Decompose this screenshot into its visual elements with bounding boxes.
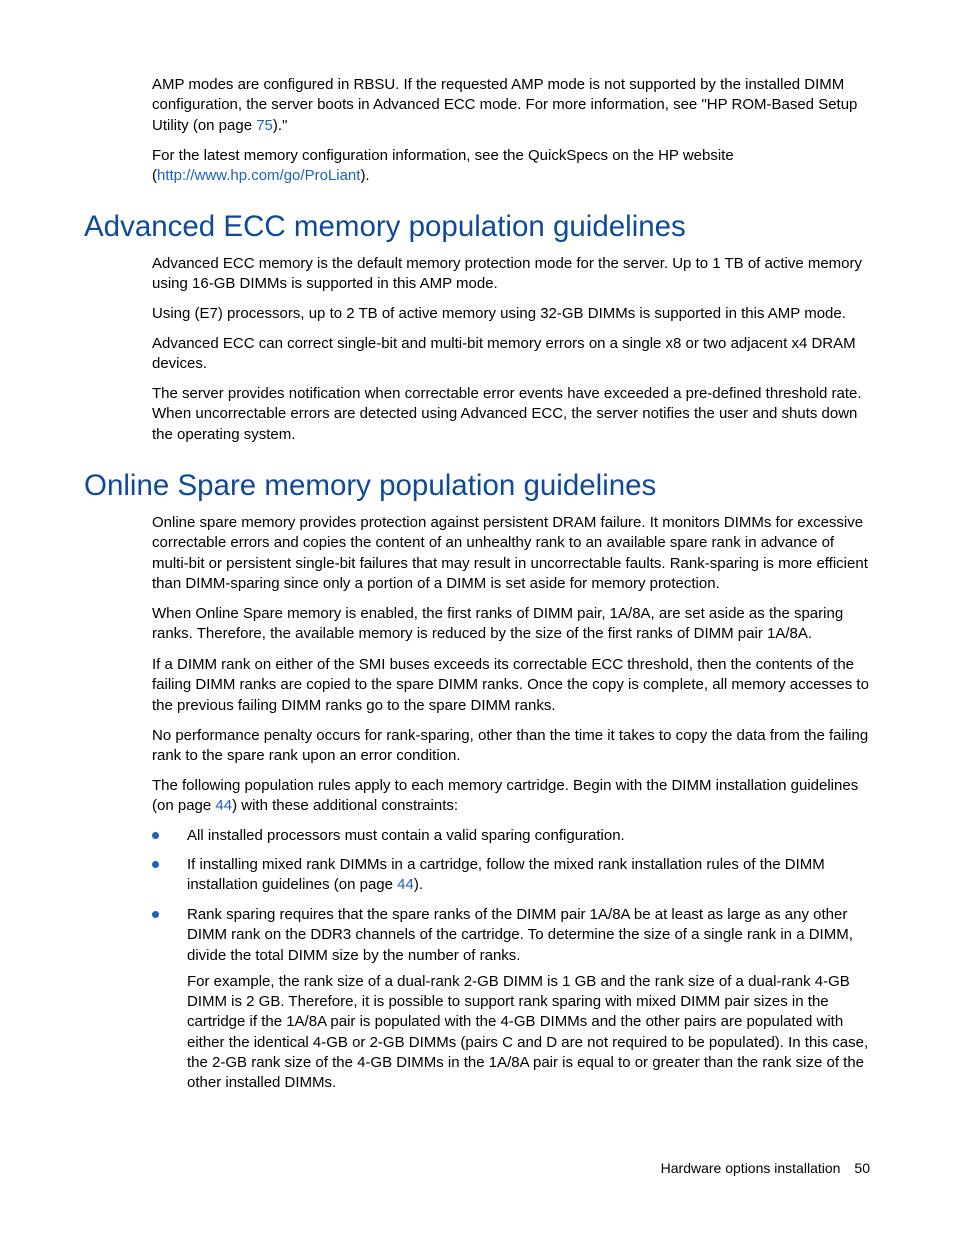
bullet-icon bbox=[152, 861, 159, 868]
constraints-text: The following population rules apply to each memory cartridge. Begin with the DIMM installation guidelines (on page bbox=[152, 777, 859, 815]
ecc-paragraph-2: Using (E7) processors, up to 2 TB of active memory using 32-GB DIMMs is supported in this AMP mode. bbox=[152, 305, 846, 322]
page-44-link-2[interactable]: 44 bbox=[397, 876, 414, 894]
bullet-example-text: For example, the rank size of a dual-rank 2-GB DIMM is 1 GB and the rank size of a dual-rank 4-GB DIMM is 2 GB. Therefore, it is possible to support rank sparing with mixed DIMM pair sizes in the cartridge if the 1A/8A pair is populated with the 4-GB DIMMs and the other pairs are populated with either the identical 4-GB or 2-GB DIMMs (pairs C and D are not required to be populated). In this case, the 2-GB rank size of the 4-GB DIMMs in the 1A/8A pair is equal to or greater than the rank size of the other installed DIMMs. bbox=[187, 972, 869, 1092]
page-number: 50 bbox=[854, 1160, 870, 1176]
intro-text-end: )." bbox=[272, 116, 288, 134]
page-75-link[interactable]: 75 bbox=[256, 116, 273, 134]
page-footer bbox=[661, 1158, 870, 1178]
bullet-text: Rank sparing requires that the spare ranks of the DIMM pair 1A/8A be at least as large as any other DIMM rank on the DDR3 channels of the cartridge. To determine the size of a single rank in a DIMM, divide the total DIMM size by the number of ranks. bbox=[187, 906, 853, 964]
bullet-item-rank-sparing bbox=[152, 905, 872, 1094]
bullet-text-end: ). bbox=[413, 876, 424, 894]
hp-proliant-link[interactable]: http://www.hp.com/go/ProLiant bbox=[157, 167, 361, 185]
bullet-text bbox=[187, 855, 872, 896]
spare-paragraph-5 bbox=[152, 776, 872, 817]
ecc-paragraph-3: Advanced ECC can correct single-bit and multi-bit memory errors on a single x8 or two adjacent x4 DRAM devices. bbox=[152, 335, 856, 373]
intro-paragraph-quickspecs bbox=[152, 146, 872, 187]
ecc-paragraph-1: Advanced ECC memory is the default memory protection mode for the server. Up to 1 TB of active memory using 16-GB DIMMs is supported in this AMP mode. bbox=[152, 255, 863, 293]
heading-online-spare: Online Spare memory population guidelines bbox=[84, 469, 657, 502]
intro-paragraph-amp bbox=[152, 75, 872, 136]
bullet-text-start: If installing mixed rank DIMMs in a cartridge, follow the mixed rank installation rules of the DIMM installation guidelines (on page bbox=[187, 856, 825, 894]
quickspecs-text-end: ). bbox=[360, 167, 370, 185]
bullet-text: All installed processors must contain a valid sparing configuration. bbox=[187, 827, 625, 844]
bullet-icon bbox=[152, 911, 159, 918]
spare-paragraph-3: If a DIMM rank on either of the SMI buses exceeds its correctable ECC threshold, then the contents of the failing DIMM ranks are copied to the spare DIMM ranks. Once the copy is complete, all memory accesses to the previous failing DIMM ranks go to the spare DIMM ranks. bbox=[152, 656, 869, 714]
intro-text: AMP modes are configured in RBSU. If the requested AMP mode is not supported by the installed DIMM configuration, the server boots in Advanced ECC mode. For more information, see "HP ROM-Based Setup Utility (on page bbox=[152, 76, 858, 134]
constraints-text-end: ) with these additional constraints: bbox=[232, 797, 459, 815]
heading-advanced-ecc: Advanced ECC memory population guidelines bbox=[84, 210, 686, 243]
page-44-link[interactable]: 44 bbox=[215, 797, 233, 815]
spare-paragraph-2: When Online Spare memory is enabled, the first ranks of DIMM pair, 1A/8A, are set aside as the sparing ranks. Therefore, the available memory is reduced by the size of the first ranks of DIMM pair 1A/8A. bbox=[152, 605, 844, 643]
spare-paragraph-1: Online spare memory provides protection against persistent DRAM failure. It monitors DIMMs for excessive correctable errors and copies the content of an unhealthy rank to an available spare rank in advance of multi-bit or persistent single-bit failures that may result in uncorrectable faults. Rank-sparing is more efficient than DIMM-sparing since only a portion of a DIMM is set aside for memory protection. bbox=[152, 514, 868, 592]
bullet-item-processors bbox=[152, 826, 872, 846]
footer-section-title: Hardware options installation bbox=[660, 1160, 841, 1176]
ecc-paragraph-4: The server provides notification when correctable error events have exceeded a pre-defined threshold rate. When uncorrectable errors are detected using Advanced ECC, the server notifies the user and shuts down the operating system. bbox=[152, 385, 862, 443]
quickspecs-text: For the latest memory configuration information, see the QuickSpecs on the HP website ( bbox=[152, 147, 734, 185]
spare-paragraph-4: No performance penalty occurs for rank-sparing, other than the time it takes to copy the data from the failing rank to the spare rank upon an error condition. bbox=[152, 727, 869, 765]
bullet-item-mixed-rank bbox=[152, 855, 872, 896]
bullet-icon bbox=[152, 832, 159, 839]
